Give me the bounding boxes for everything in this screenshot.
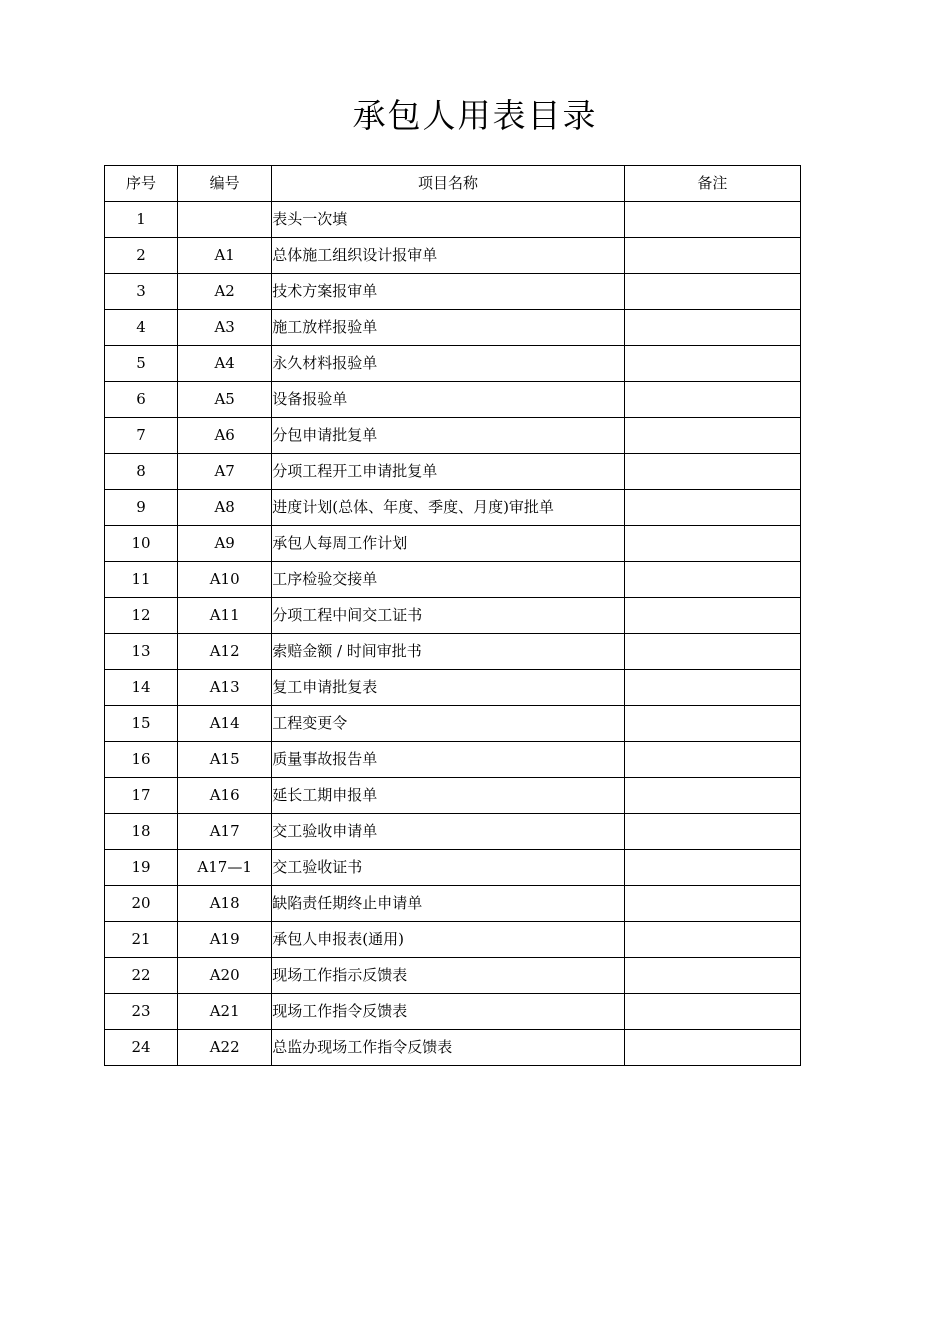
- cell-remark: [624, 346, 800, 382]
- cell-name: 设备报验单: [272, 382, 625, 418]
- cell-name: 进度计划(总体、年度、季度、月度)审批单: [272, 490, 625, 526]
- cell-name: 缺陷责任期终止申请单: [272, 886, 625, 922]
- cell-code: A14: [178, 706, 272, 742]
- cell-name: 交工验收申请单: [272, 814, 625, 850]
- cell-no: 11: [105, 562, 178, 598]
- table-row: [105, 238, 801, 274]
- table-row: [105, 634, 801, 670]
- cell-name: 现场工作指令反馈表: [272, 994, 625, 1030]
- cell-remark: [624, 742, 800, 778]
- cell-remark: [624, 706, 800, 742]
- cell-remark: [624, 562, 800, 598]
- cell-code: A22: [178, 1030, 272, 1066]
- table-row: [105, 670, 801, 706]
- cell-no: 23: [105, 994, 178, 1030]
- table-row: [105, 310, 801, 346]
- cell-no: 4: [105, 310, 178, 346]
- cell-no: 19: [105, 850, 178, 886]
- cell-code: A13: [178, 670, 272, 706]
- table-row: [105, 418, 801, 454]
- form-catalog-table: [104, 165, 801, 1066]
- cell-name: 工序检验交接单: [272, 562, 625, 598]
- cell-remark: [624, 1030, 800, 1066]
- cell-remark: [624, 814, 800, 850]
- table-row: [105, 202, 801, 238]
- cell-name: 复工申请批复表: [272, 670, 625, 706]
- cell-code: A3: [178, 310, 272, 346]
- cell-name: 分项工程中间交工证书: [272, 598, 625, 634]
- table-row: [105, 850, 801, 886]
- cell-no: 21: [105, 922, 178, 958]
- cell-name: 工程变更令: [272, 706, 625, 742]
- cell-remark: [624, 526, 800, 562]
- cell-no: 24: [105, 1030, 178, 1066]
- cell-code: A9: [178, 526, 272, 562]
- cell-remark: [624, 922, 800, 958]
- cell-code: A5: [178, 382, 272, 418]
- cell-remark: [624, 958, 800, 994]
- cell-no: 1: [105, 202, 178, 238]
- table-row: [105, 490, 801, 526]
- cell-code: A1: [178, 238, 272, 274]
- cell-name: 现场工作指示反馈表: [272, 958, 625, 994]
- cell-no: 6: [105, 382, 178, 418]
- page-title: 承包人用表目录: [352, 96, 598, 135]
- cell-no: 13: [105, 634, 178, 670]
- table-row: [105, 742, 801, 778]
- cell-code: A7: [178, 454, 272, 490]
- cell-code: A20: [178, 958, 272, 994]
- cell-remark: [624, 274, 800, 310]
- cell-name: 总监办现场工作指令反馈表: [272, 1030, 625, 1066]
- table-row: [105, 454, 801, 490]
- table-row: [105, 1030, 801, 1066]
- cell-remark: [624, 310, 800, 346]
- cell-remark: [624, 598, 800, 634]
- table-row: [105, 994, 801, 1030]
- header-remark: 备注: [624, 166, 800, 202]
- cell-name: 承包人申报表(通用): [272, 922, 625, 958]
- cell-no: 14: [105, 670, 178, 706]
- cell-code: A10: [178, 562, 272, 598]
- cell-code: A12: [178, 634, 272, 670]
- cell-no: 3: [105, 274, 178, 310]
- cell-code: A16: [178, 778, 272, 814]
- cell-no: 2: [105, 238, 178, 274]
- table-row: [105, 778, 801, 814]
- cell-name: 承包人每周工作计划: [272, 526, 625, 562]
- table-row: [105, 346, 801, 382]
- cell-no: 5: [105, 346, 178, 382]
- cell-remark: [624, 850, 800, 886]
- cell-name: 表头一次填: [272, 202, 625, 238]
- table-row: [105, 814, 801, 850]
- cell-name: 分项工程开工申请批复单: [272, 454, 625, 490]
- table-row: [105, 562, 801, 598]
- header-row: [105, 166, 801, 202]
- cell-name: 永久材料报验单: [272, 346, 625, 382]
- cell-remark: [624, 778, 800, 814]
- table-row: [105, 526, 801, 562]
- cell-name: 技术方案报审单: [272, 274, 625, 310]
- cell-code: A4: [178, 346, 272, 382]
- cell-code: A11: [178, 598, 272, 634]
- cell-code: [178, 202, 272, 238]
- cell-code: A2: [178, 274, 272, 310]
- table-row: [105, 382, 801, 418]
- table-row: [105, 922, 801, 958]
- cell-name: 施工放样报验单: [272, 310, 625, 346]
- cell-remark: [624, 670, 800, 706]
- table-row: [105, 958, 801, 994]
- cell-no: 9: [105, 490, 178, 526]
- header-code: 编号: [178, 166, 272, 202]
- cell-remark: [624, 886, 800, 922]
- cell-code: A18: [178, 886, 272, 922]
- header-no: 序号: [105, 166, 178, 202]
- cell-remark: [624, 382, 800, 418]
- cell-code: A19: [178, 922, 272, 958]
- cell-remark: [624, 994, 800, 1030]
- cell-name: 交工验收证书: [272, 850, 625, 886]
- cell-no: 8: [105, 454, 178, 490]
- table-row: [105, 706, 801, 742]
- cell-no: 17: [105, 778, 178, 814]
- cell-no: 10: [105, 526, 178, 562]
- cell-remark: [624, 454, 800, 490]
- cell-no: 18: [105, 814, 178, 850]
- cell-remark: [624, 238, 800, 274]
- cell-remark: [624, 634, 800, 670]
- cell-no: 7: [105, 418, 178, 454]
- cell-code: A17: [178, 814, 272, 850]
- cell-name: 质量事故报告单: [272, 742, 625, 778]
- table-row: [105, 886, 801, 922]
- cell-code: A6: [178, 418, 272, 454]
- table-row: [105, 598, 801, 634]
- cell-name: 延长工期申报单: [272, 778, 625, 814]
- table-row: [105, 274, 801, 310]
- header-name: 项目名称: [272, 166, 625, 202]
- cell-no: 15: [105, 706, 178, 742]
- cell-no: 16: [105, 742, 178, 778]
- cell-remark: [624, 418, 800, 454]
- table-body: [105, 202, 801, 1066]
- cell-code: A21: [178, 994, 272, 1030]
- cell-no: 12: [105, 598, 178, 634]
- cell-remark: [624, 202, 800, 238]
- cell-remark: [624, 490, 800, 526]
- cell-no: 20: [105, 886, 178, 922]
- cell-name: 总体施工组织设计报审单: [272, 238, 625, 274]
- cell-name: 索赔金额 / 时间审批书: [272, 634, 625, 670]
- cell-no: 22: [105, 958, 178, 994]
- cell-name: 分包申请批复单: [272, 418, 625, 454]
- cell-code: A8: [178, 490, 272, 526]
- cell-code: A15: [178, 742, 272, 778]
- cell-code: A17—1: [178, 850, 272, 886]
